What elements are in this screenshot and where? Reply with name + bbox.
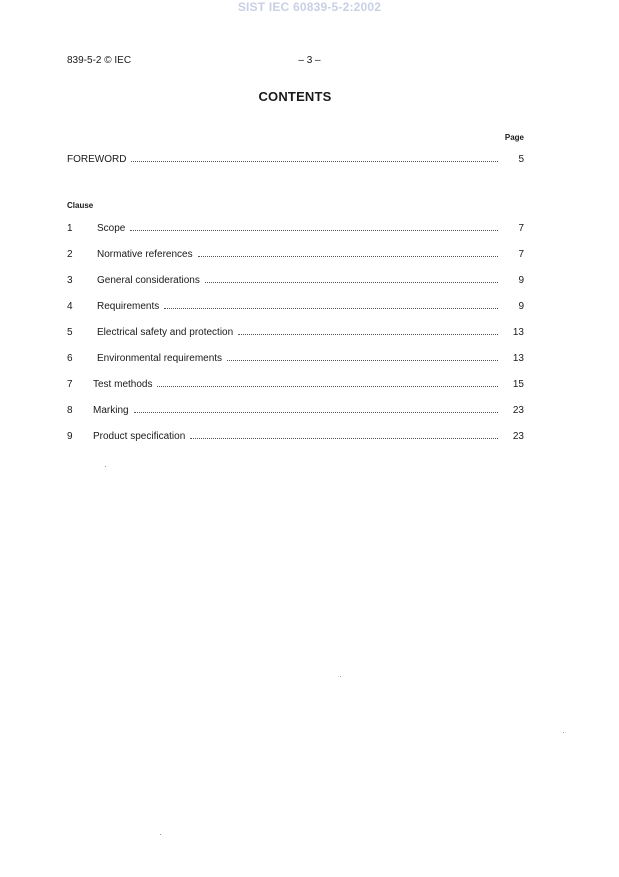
toc-entry-label: Product specification xyxy=(93,431,186,442)
dot-leader xyxy=(198,256,498,257)
dot-leader xyxy=(157,386,498,387)
clause-column-heading: Clause xyxy=(67,201,94,210)
clause-number: 6 xyxy=(67,353,73,364)
clause-number: 7 xyxy=(67,379,73,390)
scan-speck xyxy=(160,834,161,835)
toc-entry-page: 23 xyxy=(512,405,524,416)
watermark: SIST IEC 60839-5-2:2002 xyxy=(237,0,382,14)
clause-number: 5 xyxy=(67,327,73,338)
toc-entry-foreword[interactable] xyxy=(67,154,524,165)
dot-leader xyxy=(131,161,498,162)
document-reference: 839-5-2 © IEC xyxy=(67,55,132,66)
toc-entry-label: Normative references xyxy=(97,249,193,260)
toc-entry-label: Environmental requirements xyxy=(97,353,223,364)
toc-entry-clause-5[interactable] xyxy=(67,327,524,338)
toc-entry-page: 13 xyxy=(512,327,524,338)
toc-entry-page: 13 xyxy=(512,353,524,364)
dot-leader xyxy=(190,438,498,439)
toc-entry-clause-2[interactable] xyxy=(67,249,524,260)
page-column-heading: Page xyxy=(504,133,524,142)
toc-entry-label: Test methods xyxy=(93,379,153,390)
clause-number: 9 xyxy=(67,431,73,442)
scan-speck xyxy=(105,466,106,467)
toc-entry-page: 15 xyxy=(512,379,524,390)
dot-leader xyxy=(227,360,498,361)
contents-title: CONTENTS xyxy=(258,89,332,104)
dot-leader xyxy=(238,334,498,335)
clause-number: 8 xyxy=(67,405,73,416)
toc-entry-clause-3[interactable] xyxy=(67,275,524,286)
toc-entry-page: 9 xyxy=(518,301,524,312)
toc-entry-clause-8[interactable] xyxy=(67,405,524,416)
clause-number: 2 xyxy=(67,249,73,260)
toc-entry-label: Scope xyxy=(97,223,126,234)
toc-entry-clause-9[interactable] xyxy=(67,431,524,442)
dot-leader xyxy=(205,282,498,283)
page-number: – 3 – xyxy=(298,55,321,66)
dot-leader xyxy=(134,412,498,413)
toc-entry-label: Electrical safety and protection xyxy=(97,327,234,338)
toc-entry-page: 7 xyxy=(518,223,524,234)
toc-entry-clause-6[interactable] xyxy=(67,353,524,364)
scan-speck xyxy=(340,676,341,677)
dot-leader xyxy=(164,308,498,309)
toc-entry-page: 9 xyxy=(518,275,524,286)
toc-entry-clause-7[interactable] xyxy=(67,379,524,390)
clause-number: 3 xyxy=(67,275,73,286)
toc-entry-page: 7 xyxy=(518,249,524,260)
clause-number: 1 xyxy=(67,223,73,234)
toc-entry-page: 5 xyxy=(518,154,524,165)
toc-entry-label: General considerations xyxy=(97,275,200,286)
dot-leader xyxy=(130,230,498,231)
scan-speck xyxy=(563,732,564,733)
toc-entry-label: FOREWORD xyxy=(67,154,127,165)
toc-entry-label: Requirements xyxy=(97,301,160,312)
toc-entry-clause-4[interactable] xyxy=(67,301,524,312)
toc-entry-page: 23 xyxy=(512,431,524,442)
toc-entry-label: Marking xyxy=(93,405,129,416)
clause-number: 4 xyxy=(67,301,73,312)
toc-entry-clause-1[interactable] xyxy=(67,223,524,234)
